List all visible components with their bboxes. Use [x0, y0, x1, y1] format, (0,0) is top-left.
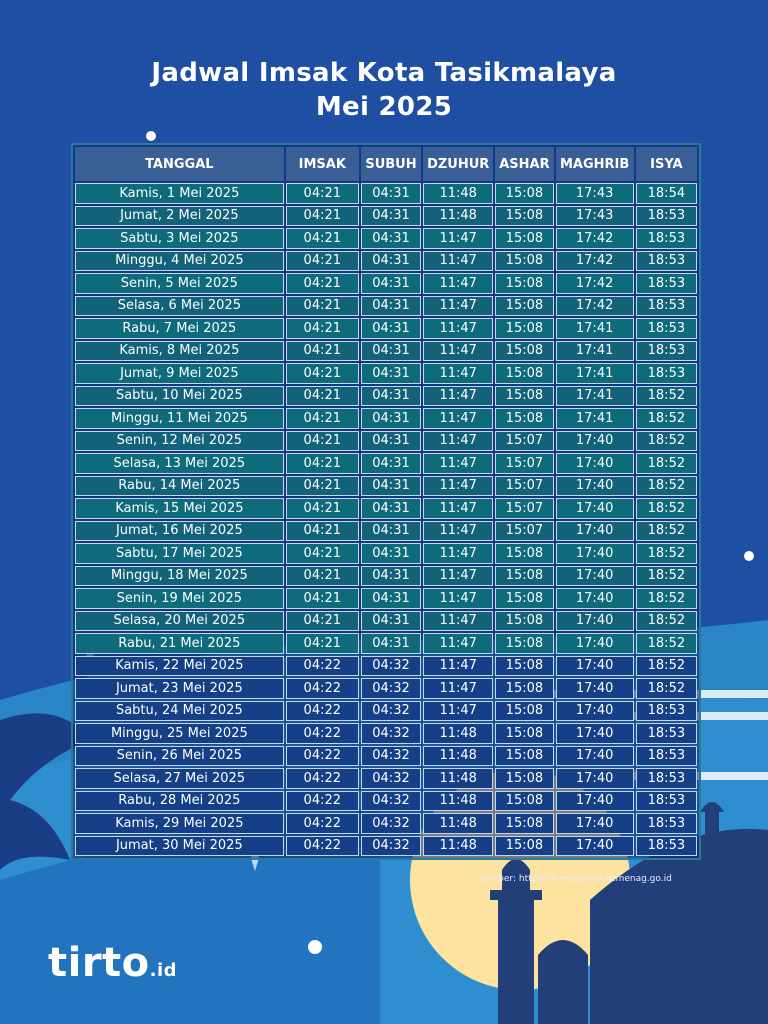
time-cell: 04:21 [286, 543, 359, 564]
table-row [75, 363, 697, 384]
time-cell: 15:08 [495, 701, 553, 722]
time-cell: 11:47 [423, 386, 493, 407]
time-cell: 17:43 [556, 183, 634, 204]
time-cell: 18:52 [636, 408, 697, 429]
star-dot-icon [744, 551, 754, 561]
time-cell: 04:32 [361, 746, 421, 767]
time-cell: 18:53 [636, 251, 697, 272]
time-cell: 15:08 [495, 678, 553, 699]
time-cell: 04:31 [361, 341, 421, 362]
date-cell: Kamis, 22 Mei 2025 [75, 656, 284, 677]
date-cell: Minggu, 18 Mei 2025 [75, 566, 284, 587]
table-row [75, 453, 697, 474]
time-cell: 17:40 [556, 611, 634, 632]
time-cell: 15:08 [495, 611, 553, 632]
table-row [75, 386, 697, 407]
time-cell: 04:21 [286, 273, 359, 294]
time-cell: 11:47 [423, 588, 493, 609]
time-cell: 17:41 [556, 386, 634, 407]
date-cell: Kamis, 29 Mei 2025 [75, 813, 284, 834]
time-cell: 04:22 [286, 678, 359, 699]
time-cell: 11:47 [423, 363, 493, 384]
time-cell: 15:08 [495, 836, 553, 857]
time-cell: 11:47 [423, 431, 493, 452]
time-cell: 17:41 [556, 408, 634, 429]
time-cell: 04:21 [286, 228, 359, 249]
time-cell: 04:21 [286, 296, 359, 317]
time-cell: 04:21 [286, 588, 359, 609]
time-cell: 15:08 [495, 273, 553, 294]
time-cell: 11:47 [423, 701, 493, 722]
time-cell: 17:40 [556, 836, 634, 857]
time-cell: 11:47 [423, 341, 493, 362]
time-cell: 04:32 [361, 791, 421, 812]
time-cell: 15:08 [495, 206, 553, 227]
schedule-table-container [71, 143, 701, 860]
time-cell: 17:40 [556, 431, 634, 452]
time-cell: 18:52 [636, 453, 697, 474]
time-cell: 04:21 [286, 611, 359, 632]
time-cell: 11:47 [423, 296, 493, 317]
table-row [75, 813, 697, 834]
star-dot-icon [308, 940, 322, 954]
time-cell: 11:48 [423, 746, 493, 767]
date-cell: Minggu, 25 Mei 2025 [75, 723, 284, 744]
time-cell: 04:32 [361, 656, 421, 677]
time-cell: 11:47 [423, 611, 493, 632]
table-row [75, 701, 697, 722]
time-cell: 15:08 [495, 813, 553, 834]
time-cell: 18:52 [636, 633, 697, 654]
time-cell: 17:40 [556, 723, 634, 744]
table-row [75, 768, 697, 789]
time-cell: 15:08 [495, 723, 553, 744]
time-cell: 17:41 [556, 363, 634, 384]
date-cell: Rabu, 14 Mei 2025 [75, 476, 284, 497]
date-cell: Rabu, 21 Mei 2025 [75, 633, 284, 654]
tirto-logo [48, 940, 177, 986]
time-cell: 04:21 [286, 453, 359, 474]
time-cell: 15:08 [495, 341, 553, 362]
table-row [75, 633, 697, 654]
time-cell: 17:41 [556, 318, 634, 339]
time-cell: 04:32 [361, 701, 421, 722]
time-cell: 17:40 [556, 768, 634, 789]
time-cell: 04:32 [361, 813, 421, 834]
time-cell: 18:53 [636, 318, 697, 339]
time-cell: 11:47 [423, 521, 493, 542]
date-cell: Kamis, 8 Mei 2025 [75, 341, 284, 362]
time-cell: 18:52 [636, 611, 697, 632]
time-cell: 18:53 [636, 341, 697, 362]
time-cell: 15:08 [495, 633, 553, 654]
date-cell: Senin, 5 Mei 2025 [75, 273, 284, 294]
time-cell: 17:40 [556, 498, 634, 519]
time-cell: 15:07 [495, 453, 553, 474]
time-cell: 04:21 [286, 633, 359, 654]
time-cell: 18:53 [636, 273, 697, 294]
time-cell: 04:31 [361, 183, 421, 204]
table-body [75, 183, 697, 856]
table-row [75, 543, 697, 564]
time-cell: 15:08 [495, 566, 553, 587]
time-cell: 04:22 [286, 723, 359, 744]
time-cell: 18:53 [636, 206, 697, 227]
logo-name: tirto [48, 940, 150, 986]
table-row [75, 251, 697, 272]
date-cell: Senin, 19 Mei 2025 [75, 588, 284, 609]
time-cell: 18:52 [636, 566, 697, 587]
time-cell: 04:22 [286, 836, 359, 857]
time-cell: 04:22 [286, 656, 359, 677]
title-line-1: Jadwal Imsak Kota Tasikmalaya [151, 58, 617, 88]
time-cell: 17:40 [556, 566, 634, 587]
time-cell: 04:21 [286, 498, 359, 519]
time-cell: 04:31 [361, 318, 421, 339]
time-cell: 18:53 [636, 363, 697, 384]
table-row [75, 341, 697, 362]
column-header: ASHAR [495, 147, 553, 181]
time-cell: 17:40 [556, 543, 634, 564]
time-cell: 04:31 [361, 273, 421, 294]
time-cell: 11:48 [423, 791, 493, 812]
time-cell: 04:21 [286, 341, 359, 362]
time-cell: 04:31 [361, 431, 421, 452]
time-cell: 18:53 [636, 746, 697, 767]
column-header: DZUHUR [423, 147, 493, 181]
time-cell: 15:08 [495, 296, 553, 317]
time-cell: 11:47 [423, 318, 493, 339]
time-cell: 17:42 [556, 273, 634, 294]
time-cell: 18:52 [636, 543, 697, 564]
time-cell: 18:52 [636, 656, 697, 677]
time-cell: 15:08 [495, 656, 553, 677]
time-cell: 18:54 [636, 183, 697, 204]
time-cell: 04:31 [361, 543, 421, 564]
time-cell: 17:40 [556, 453, 634, 474]
time-cell: 15:08 [495, 543, 553, 564]
table-row [75, 476, 697, 497]
date-cell: Rabu, 7 Mei 2025 [75, 318, 284, 339]
time-cell: 18:53 [636, 836, 697, 857]
time-cell: 11:47 [423, 678, 493, 699]
time-cell: 18:52 [636, 521, 697, 542]
time-cell: 17:40 [556, 701, 634, 722]
time-cell: 15:07 [495, 431, 553, 452]
table-row [75, 588, 697, 609]
time-cell: 11:47 [423, 228, 493, 249]
time-cell: 15:08 [495, 386, 553, 407]
date-cell: Jumat, 30 Mei 2025 [75, 836, 284, 857]
date-cell: Jumat, 2 Mei 2025 [75, 206, 284, 227]
date-cell: Senin, 12 Mei 2025 [75, 431, 284, 452]
table-row [75, 183, 697, 204]
time-cell: 17:43 [556, 206, 634, 227]
time-cell: 04:31 [361, 566, 421, 587]
time-cell: 11:47 [423, 656, 493, 677]
time-cell: 04:31 [361, 228, 421, 249]
time-cell: 11:48 [423, 183, 493, 204]
time-cell: 04:21 [286, 566, 359, 587]
schedule-table [73, 145, 699, 858]
time-cell: 18:53 [636, 296, 697, 317]
table-row [75, 611, 697, 632]
table-row [75, 273, 697, 294]
column-header: IMSAK [286, 147, 359, 181]
time-cell: 04:21 [286, 363, 359, 384]
time-cell: 17:41 [556, 341, 634, 362]
date-cell: Selasa, 13 Mei 2025 [75, 453, 284, 474]
time-cell: 04:21 [286, 431, 359, 452]
time-cell: 11:48 [423, 813, 493, 834]
time-cell: 15:08 [495, 183, 553, 204]
time-cell: 18:52 [636, 431, 697, 452]
column-header: SUBUH [361, 147, 421, 181]
time-cell: 11:47 [423, 251, 493, 272]
table-row [75, 498, 697, 519]
time-cell: 11:48 [423, 723, 493, 744]
logo-suffix: .id [149, 960, 178, 981]
date-cell: Selasa, 27 Mei 2025 [75, 768, 284, 789]
time-cell: 15:08 [495, 768, 553, 789]
table-row [75, 836, 697, 857]
time-cell: 11:47 [423, 273, 493, 294]
time-cell: 04:31 [361, 521, 421, 542]
time-cell: 04:22 [286, 768, 359, 789]
time-cell: 18:53 [636, 701, 697, 722]
table-row [75, 678, 697, 699]
time-cell: 18:53 [636, 791, 697, 812]
date-cell: Jumat, 9 Mei 2025 [75, 363, 284, 384]
time-cell: 11:48 [423, 768, 493, 789]
time-cell: 18:52 [636, 678, 697, 699]
date-cell: Sabtu, 10 Mei 2025 [75, 386, 284, 407]
time-cell: 04:31 [361, 386, 421, 407]
time-cell: 11:47 [423, 476, 493, 497]
table-row [75, 521, 697, 542]
time-cell: 04:31 [361, 296, 421, 317]
table-row [75, 296, 697, 317]
table-row [75, 791, 697, 812]
time-cell: 17:40 [556, 476, 634, 497]
table-row [75, 656, 697, 677]
time-cell: 17:40 [556, 588, 634, 609]
source-credit: Sumber: https://bimasislam.kemenag.go.id [478, 874, 672, 884]
time-cell: 15:08 [495, 228, 553, 249]
time-cell: 17:42 [556, 251, 634, 272]
time-cell: 11:48 [423, 206, 493, 227]
time-cell: 17:42 [556, 296, 634, 317]
date-cell: Minggu, 4 Mei 2025 [75, 251, 284, 272]
time-cell: 11:47 [423, 543, 493, 564]
table-row [75, 431, 697, 452]
time-cell: 04:31 [361, 633, 421, 654]
table-row [75, 746, 697, 767]
time-cell: 04:31 [361, 408, 421, 429]
time-cell: 17:42 [556, 228, 634, 249]
table-row [75, 228, 697, 249]
title-line-2: Mei 2025 [315, 92, 453, 122]
date-cell: Selasa, 6 Mei 2025 [75, 296, 284, 317]
time-cell: 15:08 [495, 408, 553, 429]
time-cell: 04:31 [361, 206, 421, 227]
time-cell: 18:53 [636, 723, 697, 744]
table-row [75, 566, 697, 587]
time-cell: 15:07 [495, 476, 553, 497]
time-cell: 04:22 [286, 791, 359, 812]
time-cell: 04:31 [361, 363, 421, 384]
time-cell: 18:53 [636, 768, 697, 789]
time-cell: 04:31 [361, 498, 421, 519]
time-cell: 11:47 [423, 633, 493, 654]
time-cell: 04:21 [286, 521, 359, 542]
time-cell: 04:22 [286, 701, 359, 722]
time-cell: 04:22 [286, 746, 359, 767]
time-cell: 18:53 [636, 813, 697, 834]
table-row [75, 408, 697, 429]
time-cell: 15:08 [495, 746, 553, 767]
table-row [75, 206, 697, 227]
date-cell: Kamis, 15 Mei 2025 [75, 498, 284, 519]
time-cell: 04:21 [286, 386, 359, 407]
time-cell: 04:21 [286, 318, 359, 339]
time-cell: 04:31 [361, 611, 421, 632]
time-cell: 11:47 [423, 566, 493, 587]
star-dot-icon [146, 131, 156, 141]
time-cell: 04:32 [361, 678, 421, 699]
time-cell: 04:32 [361, 836, 421, 857]
time-cell: 15:08 [495, 251, 553, 272]
time-cell: 11:47 [423, 408, 493, 429]
time-cell: 18:52 [636, 386, 697, 407]
time-cell: 17:40 [556, 633, 634, 654]
time-cell: 04:32 [361, 768, 421, 789]
time-cell: 15:07 [495, 498, 553, 519]
time-cell: 18:53 [636, 228, 697, 249]
time-cell: 15:08 [495, 363, 553, 384]
time-cell: 11:48 [423, 836, 493, 857]
time-cell: 15:08 [495, 318, 553, 339]
date-cell: Jumat, 23 Mei 2025 [75, 678, 284, 699]
column-header: MAGHRIB [556, 147, 634, 181]
time-cell: 04:22 [286, 813, 359, 834]
time-cell: 18:52 [636, 498, 697, 519]
table-row [75, 723, 697, 744]
time-cell: 04:21 [286, 476, 359, 497]
page-title [0, 56, 768, 124]
column-header: ISYA [636, 147, 697, 181]
time-cell: 17:40 [556, 746, 634, 767]
date-cell: Sabtu, 17 Mei 2025 [75, 543, 284, 564]
time-cell: 04:31 [361, 476, 421, 497]
time-cell: 18:52 [636, 476, 697, 497]
date-cell: Jumat, 16 Mei 2025 [75, 521, 284, 542]
time-cell: 11:47 [423, 453, 493, 474]
date-cell: Rabu, 28 Mei 2025 [75, 791, 284, 812]
time-cell: 04:21 [286, 206, 359, 227]
time-cell: 04:21 [286, 183, 359, 204]
time-cell: 18:52 [636, 588, 697, 609]
table-row [75, 318, 697, 339]
date-cell: Sabtu, 24 Mei 2025 [75, 701, 284, 722]
time-cell: 15:08 [495, 791, 553, 812]
column-header: TANGGAL [75, 147, 284, 181]
time-cell: 04:21 [286, 408, 359, 429]
time-cell: 04:32 [361, 723, 421, 744]
time-cell: 17:40 [556, 791, 634, 812]
time-cell: 17:40 [556, 678, 634, 699]
date-cell: Kamis, 1 Mei 2025 [75, 183, 284, 204]
date-cell: Minggu, 11 Mei 2025 [75, 408, 284, 429]
date-cell: Sabtu, 3 Mei 2025 [75, 228, 284, 249]
time-cell: 17:40 [556, 656, 634, 677]
time-cell: 04:31 [361, 251, 421, 272]
date-cell: Selasa, 20 Mei 2025 [75, 611, 284, 632]
date-cell: Senin, 26 Mei 2025 [75, 746, 284, 767]
time-cell: 17:40 [556, 813, 634, 834]
time-cell: 15:08 [495, 588, 553, 609]
time-cell: 17:40 [556, 521, 634, 542]
time-cell: 11:47 [423, 498, 493, 519]
time-cell: 04:21 [286, 251, 359, 272]
time-cell: 15:07 [495, 521, 553, 542]
time-cell: 04:31 [361, 453, 421, 474]
time-cell: 04:31 [361, 588, 421, 609]
table-header-row [75, 147, 697, 181]
